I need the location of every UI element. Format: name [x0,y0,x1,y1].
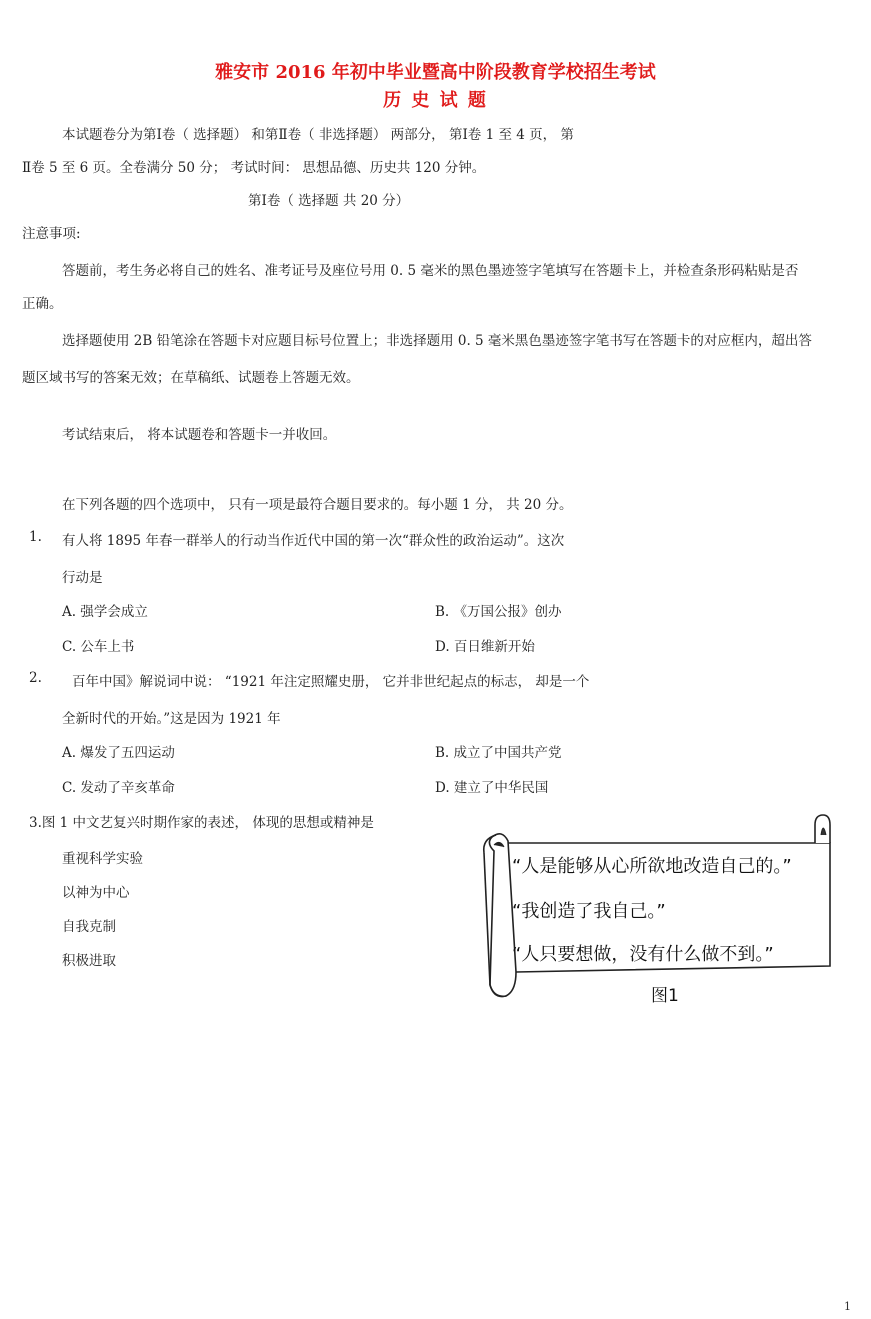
q2-option-b: B. 成立了中国共产党 [435,745,562,761]
q1-stem-line2: 行动是 [62,570,103,586]
figure-quote-2: “我创造了我自己。” [512,901,666,922]
q1-option-b: B. 《万国公报》创办 [435,604,562,620]
q1-number: 1. [29,529,42,545]
notice-p1-line2: 正确。 [22,296,63,312]
exam-title: 雅安市 2016 年初中毕业暨高中阶段教育学校招生考试 [215,62,656,83]
q3-stem-line1: 3.图 1 中文艺复兴时期作家的表述， 体现的思想或精神是 [29,815,374,831]
figure-label: 图1 [651,986,679,1006]
q2-number: 2. [29,670,42,686]
notice-label: 注意事项: [22,226,81,242]
q1-option-a: A. 强学会成立 [62,604,148,620]
instruction: 在下列各题的四个选项中， 只有一项是最符合题目要求的。每小题 1 分， 共 20 分。 [62,497,573,513]
q1-option-d: D. 百日维新开始 [435,639,535,655]
q2-option-d: D. 建立了中华民国 [435,780,549,796]
notice-p2-line1: 选择题使用 2B 铅笔涂在答题卡对应题目标号位置上；非选择题用 0. 5 毫米黑色墨迹签字笔书写在答题卡的对应框内，超出答 [62,333,812,349]
q2-option-a: A. 爆发了五四运动 [62,745,175,761]
q2-stem-line2: 全新时代的开始。”这是因为 1921 年 [62,711,281,727]
q2-option-c: C. 发动了辛亥革命 [62,780,175,796]
intro-line-2: Ⅱ卷 5 至 6 页。全卷满分 50 分； 考试时间： 思想品德、历史共 120 分钟。 [22,160,486,176]
notice-p3: 考试结束后， 将本试题卷和答题卡一并收回。 [62,427,337,443]
page-number: 1 [844,1300,851,1313]
figure-quote-1: “人是能够从心所欲地改造自己的。” [512,856,792,877]
q3-option-d: 积极进取 [62,953,116,969]
notice-p1-line1: 答题前，考生务必将自己的姓名、准考证号及座位号用 0. 5 毫米的黑色墨迹签字笔填写在答题卡上，并检查条形码粘贴是否 [62,263,799,279]
intro-line-1: 本试题卷分为第Ⅰ卷（ 选择题） 和第Ⅱ卷（ 非选择题） 两部分， 第Ⅰ卷 1 至 4 页， 第 [62,127,574,143]
q1-option-c: C. 公车上书 [62,639,135,655]
exam-subject: 历 史 试 题 [383,90,488,111]
section-heading: 第Ⅰ卷（ 选择题 共 20 分） [248,193,410,209]
q3-option-b: 以神为中心 [62,885,130,901]
q1-stem-line1: 有人将 1895 年春一群举人的行动当作近代中国的第一次“群众性的政治运动”。这次 [62,533,565,549]
q3-option-c: 自我克制 [62,919,116,935]
notice-p2-line2: 题区域书写的答案无效；在草稿纸、试题卷上答题无效。 [22,370,360,386]
figure-quote-3: “人只要想做，没有什么做不到。” [512,944,774,965]
q3-option-a: 重视科学实验 [62,851,143,867]
q2-stem-line1: 百年中国》解说词中说： “1921 年注定照耀史册， 它并非世纪起点的标志， 却是一个 [72,674,590,690]
